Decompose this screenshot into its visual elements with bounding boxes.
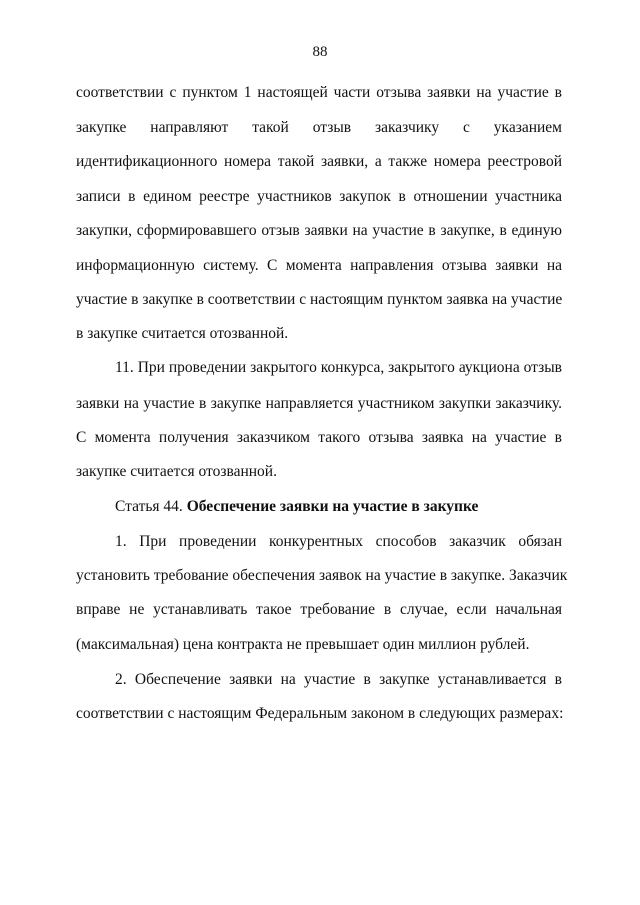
text-line: 2. Обеспечение заявки на участие в закупке устанавливается в: [115, 671, 562, 688]
text-line: информационную систему. С момента направления отзыва заявки на: [76, 257, 562, 274]
article-number: Статья 44.: [115, 498, 187, 515]
text-line: соответствии с настоящим Федеральным законом в следующих размерах:: [76, 705, 564, 722]
text-line: в закупке считается отозванной.: [76, 325, 289, 342]
text-line: 11. При проведении закрытого конкурса, закрытого аукциона отзыв: [115, 359, 562, 376]
text-line: участие в закупке в соответствии с настоящим пунктом заявка на участие: [76, 291, 563, 308]
text-line: закупки, сформировавшего отзыв заявки на участие в закупке, в единую: [76, 222, 562, 239]
article-title: Обеспечение заявки на участие в закупке: [186, 498, 479, 515]
article-heading: [115, 497, 562, 517]
text-line: С момента получения заказчиком такого отзыва заявка на участие в: [76, 429, 562, 446]
text-line: закупке направляют такой отзыв заказчику с указанием: [76, 119, 562, 136]
text-line: идентификационного номера такой заявки, а также номера реестровой: [76, 153, 562, 170]
text-line: закупке считается отозванной.: [76, 463, 277, 480]
text-line: записи в едином реестре участников закупок в отношении участника: [76, 188, 562, 205]
text-line: вправе не устанавливать такое требование в случае, если начальная: [76, 601, 562, 618]
text-line: (максимальная) цена контракта не превышает один миллион рублей.: [76, 636, 530, 653]
text-line: установить требование обеспечения заявок на участие в закупке. Заказчик: [76, 567, 568, 584]
text-line: 1. При проведении конкурентных способов заказчик обязан: [115, 533, 562, 550]
text-line: соответствии с пунктом 1 настоящей части отзыва заявки на участие в: [76, 84, 562, 101]
page-number: 88: [312, 44, 328, 60]
text-line: заявки на участие в закупке направляется участником закупки заказчику.: [76, 395, 562, 412]
